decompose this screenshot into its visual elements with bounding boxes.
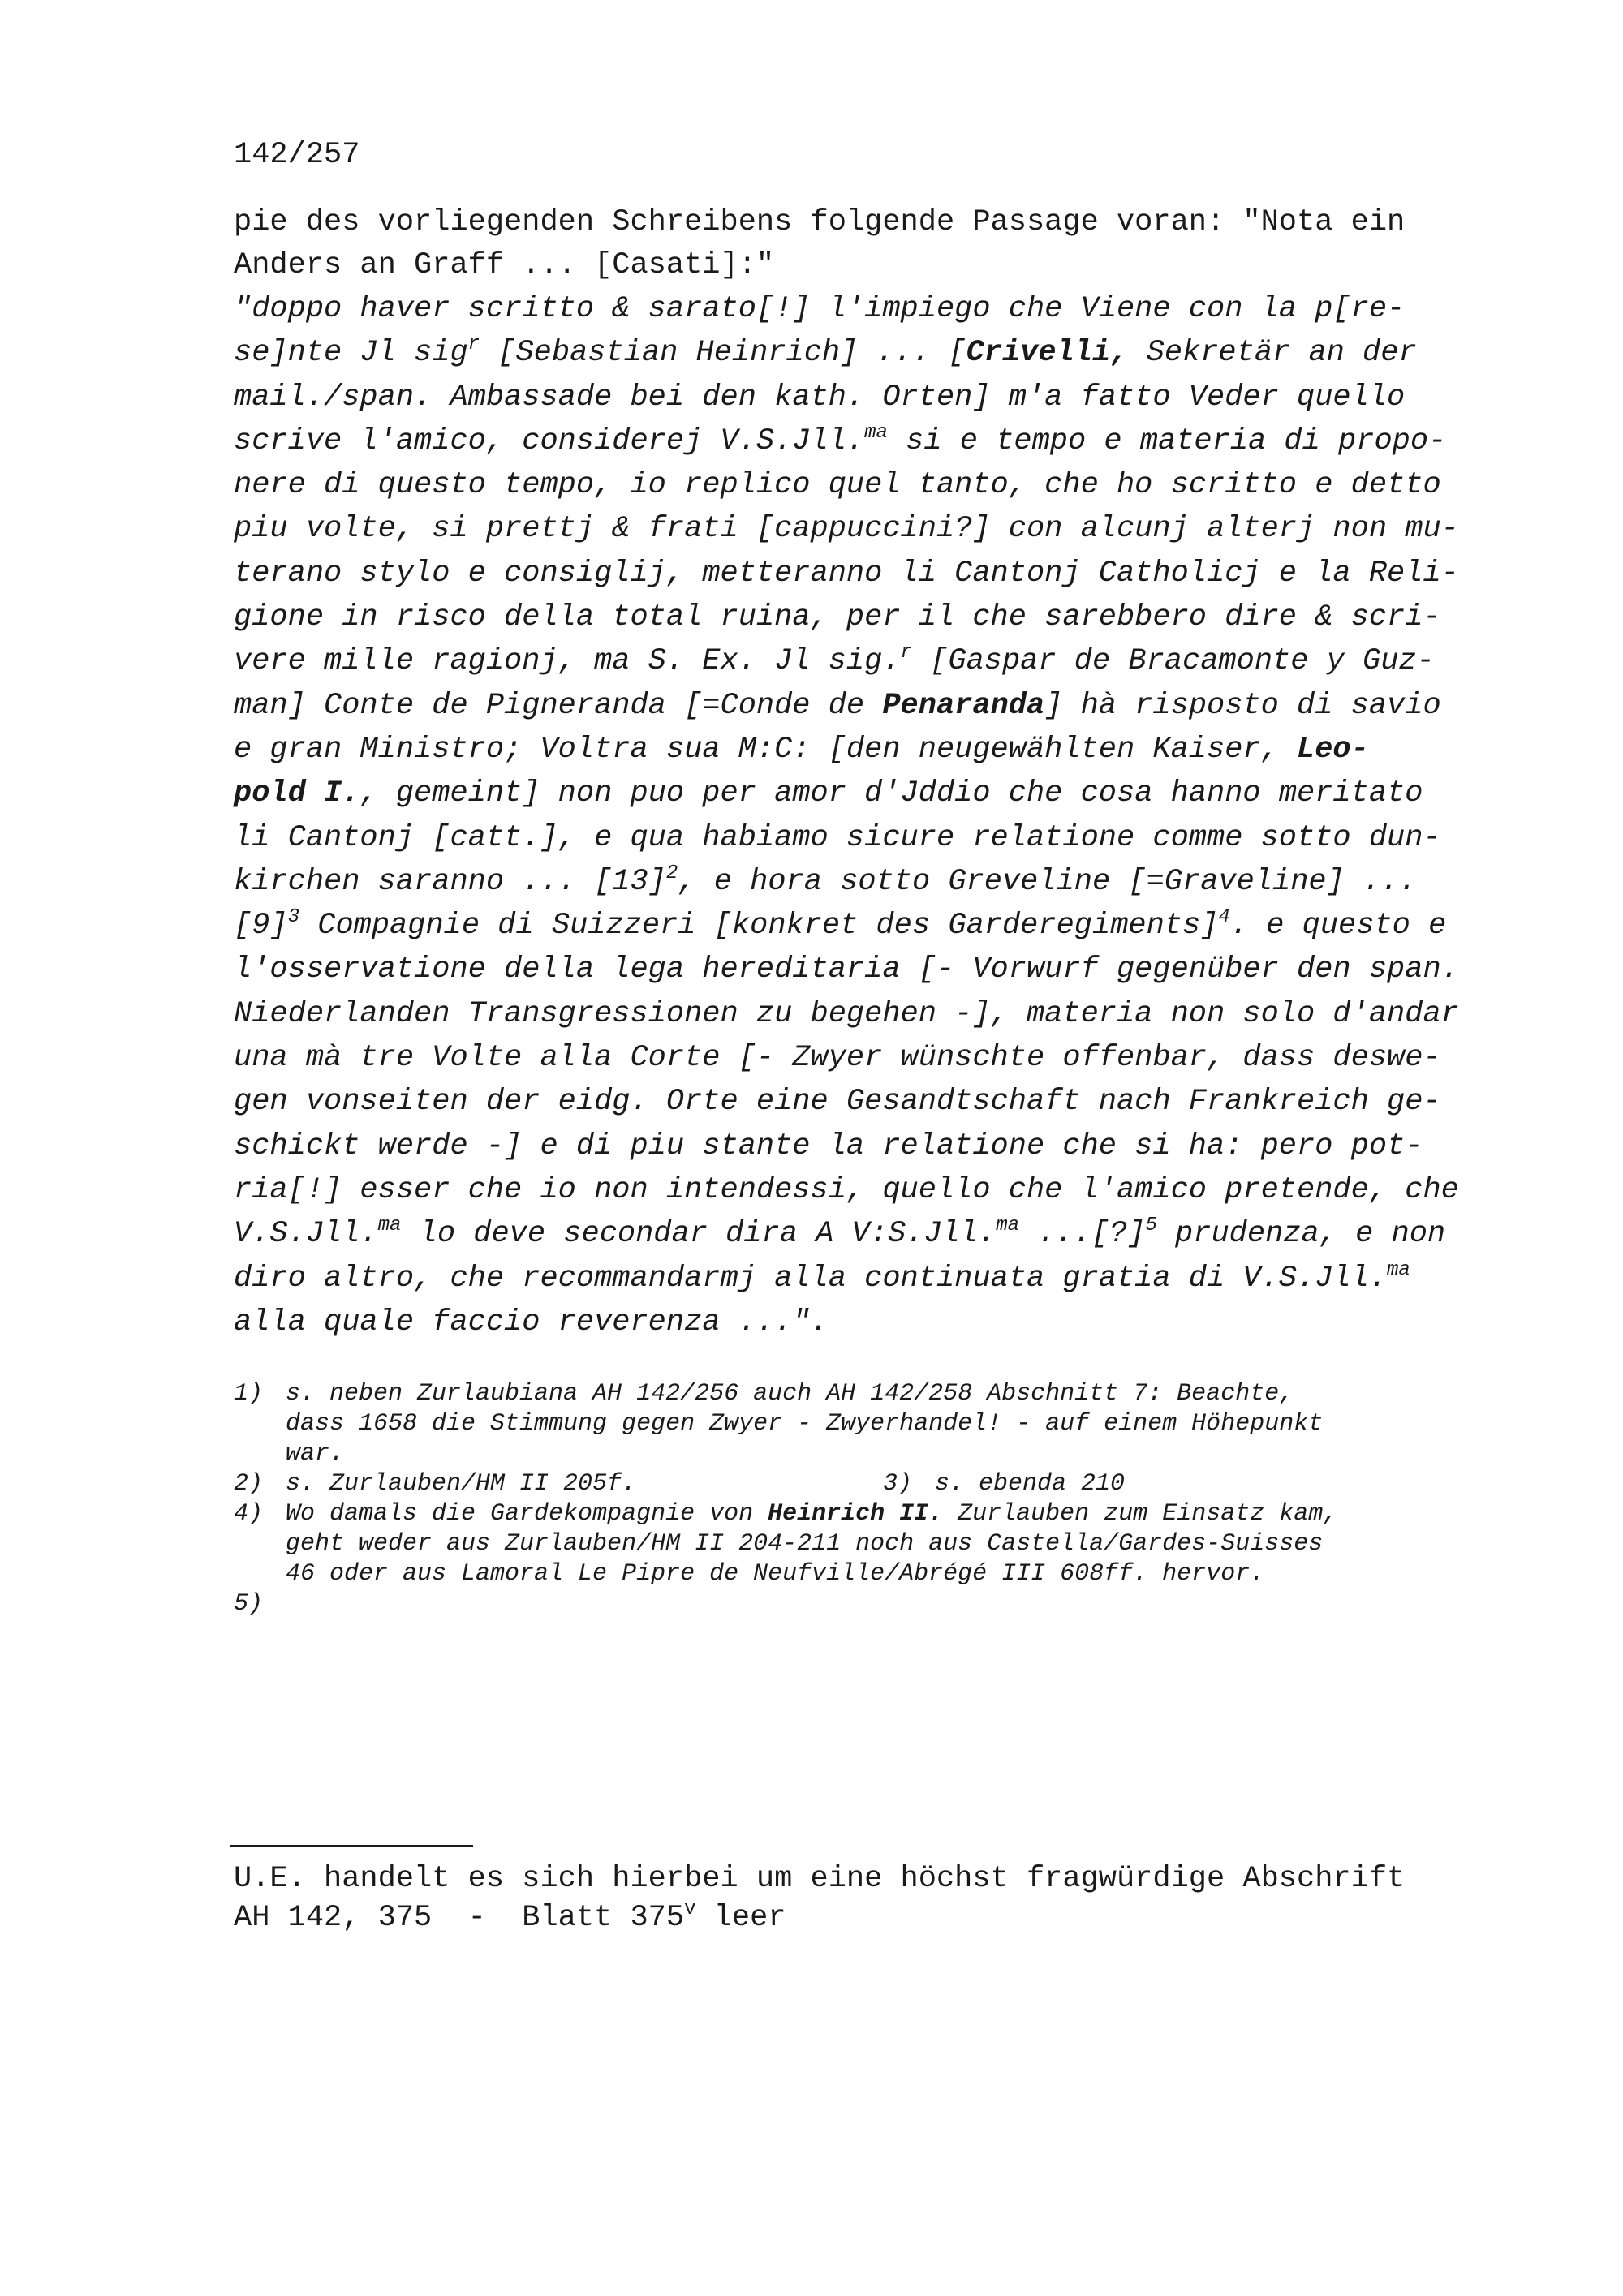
letter-line: ] hà risposto di savio: [1044, 688, 1441, 723]
page-number: 142/257: [234, 138, 360, 172]
footer-line: AH 142, 375 - Blatt 375: [234, 1901, 685, 1935]
footnote-number: 4): [234, 1500, 264, 1528]
letter-line: lo deve secondar dira A V:S.Jll.: [401, 1217, 997, 1252]
footnote-separator-rule: [230, 1845, 473, 1847]
letter-line: , gemeint] non puo per amor d'Jddio che cosa hanno meritato: [359, 776, 1423, 811]
footnote-5: [234, 1589, 1500, 1619]
footnote-number: 5): [234, 1590, 264, 1618]
letter-line: Compagnie di Suizzeri [konkret des Garderegiments]: [299, 909, 1219, 944]
letter-line: [Gaspar de Bracamonte y Guz-: [911, 644, 1435, 679]
footnote-line: 46 oder aus Lamoral Le Pipre de Neufville/Abrégé III 608ff. hervor.: [286, 1560, 1265, 1588]
letter-line: , e hora sotto Greveline [=Graveline] ...: [678, 864, 1417, 899]
letter-line: alla quale faccio reverenza ...".: [234, 1305, 829, 1339]
footnote-line: s. ebenda 210: [935, 1470, 1126, 1498]
letter-line: diro altro, che recommandarmj alla continuata gratia di V.S.Jll.: [234, 1261, 1388, 1296]
footer-line: U.E. handelt es sich hierbei um eine höchst fragwürdige Abschrift: [234, 1862, 1406, 1896]
footnote-line: dass 1658 die Stimmung gegen Zwyer - Zwyerhandel! - auf einem Höhepunkt: [286, 1410, 1324, 1438]
footnote-line: Zurlauben zum Einsatz kam,: [943, 1500, 1338, 1528]
footnote-ref: 3: [287, 906, 300, 929]
footnote-2-3: [234, 1469, 1500, 1499]
intro-line: Anders an Graff ... [Casati]:": [234, 248, 775, 282]
letter-line: si e tempo e materia di propo-: [887, 424, 1447, 458]
superscript: v: [684, 1898, 696, 1920]
letter-line: schickt werde -] e di piu stante la relatione che si ha: pero pot-: [234, 1129, 1423, 1163]
letter-line: man] Conte de Pigneranda [=Conde de: [234, 688, 883, 723]
letter-line: ria[!] esser che io non intendessi, quello che l'amico pretende, che: [234, 1172, 1459, 1207]
superscript: r: [467, 333, 480, 356]
letter-line: gen vonseiten der eidg. Orte eine Gesandtschaft nach Frankreich ge-: [234, 1085, 1441, 1120]
letter-line: gione in risco della total ruina, per il che sarebbero dire & scri-: [234, 600, 1441, 635]
footnote-line: war.: [286, 1440, 345, 1468]
superscript: ma: [377, 1215, 402, 1237]
footnote-number: 1): [234, 1380, 264, 1408]
intro-text: [234, 201, 1500, 287]
footer-line: leer: [695, 1901, 786, 1935]
footnote-ref: 5: [1145, 1215, 1157, 1237]
footnotes: [234, 1379, 1500, 1619]
bold-name: Heinrich II.: [768, 1500, 944, 1528]
letter-line: . e questo e: [1229, 909, 1447, 944]
footnote-line: Wo damals die Gardekompagnie von: [286, 1500, 768, 1528]
letter-line: vere mille ragionj, ma S. Ex. Jl sig.: [234, 644, 901, 679]
footnote-text: [286, 1379, 1323, 1469]
superscript: r: [900, 642, 912, 664]
letter-line: mail./span. Ambassade bei den kath. Orten] m'a fatto Veder quello: [234, 380, 1406, 415]
footnote-text: [286, 1499, 1337, 1589]
footnote-line: geht weder aus Zurlauben/HM II 204-211 noch aus Castella/Gardes-Suisses: [286, 1530, 1324, 1558]
intro-line: pie des vorliegenden Schreibens folgende Passage voran: "Nota ein: [234, 205, 1406, 239]
page-footer: [234, 1860, 1405, 1937]
footnote-line: s. neben Zurlaubiana AH 142/256 auch AH 142/258 Abschnitt 7: Beachte,: [286, 1380, 1294, 1408]
letter-line: li Cantonj [catt.], e qua habiamo sicure relatione comme sotto dun-: [234, 820, 1441, 855]
superscript: ma: [864, 421, 888, 444]
bold-name: Crivelli,: [966, 336, 1129, 371]
letter-line: [Sebastian Heinrich] ... [: [480, 336, 966, 371]
letter-line: kirchen saranno ... [13]: [234, 864, 666, 899]
letter-line: V.S.Jll.: [234, 1217, 378, 1252]
footnote-ref: 4: [1218, 906, 1230, 929]
letter-line: se]nte Jl sig: [234, 336, 468, 371]
footnote-text: [286, 1469, 1125, 1499]
letter-line: nere di questo tempo, io replico quel tanto, che ho scritto e detto: [234, 468, 1441, 503]
footnote-ref: 2: [665, 862, 678, 884]
letter-line: piu volte, si prettj & frati [cappuccini?] con alcunj alterj non mu-: [234, 512, 1459, 547]
letter-line: e gran Ministro; Voltra sua M:C: [den neugewählten Kaiser,: [234, 732, 1298, 767]
italian-letter-quote: [234, 287, 1500, 1344]
letter-line: "doppo haver scritto & sarato[!] l'impiego che Viene con la p[re-: [234, 292, 1406, 326]
letter-line: [9]: [234, 909, 288, 944]
bold-name: Penaranda: [882, 688, 1045, 723]
letter-line: Sekretär an der: [1128, 336, 1417, 371]
superscript: ma: [1387, 1258, 1410, 1281]
letter-line: prudenza, e non: [1156, 1217, 1446, 1252]
letter-line: Niederlanden Transgressionen zu begehen -], materia non solo d'andar: [234, 996, 1459, 1031]
letter-line: scrive l'amico, considerej V.S.Jll.: [234, 424, 865, 458]
superscript: ma: [996, 1215, 1019, 1237]
letter-line: ...[?]: [1019, 1217, 1146, 1252]
footnote-number: 2): [234, 1470, 264, 1498]
footnote-1: [234, 1379, 1500, 1469]
footnote-line: s. Zurlauben/HM II 205f.: [286, 1470, 637, 1498]
bold-name: pold I.: [234, 776, 360, 811]
bold-name: Leo-: [1297, 732, 1369, 767]
letter-line: l'osservatione della lega hereditaria [- Vorwurf gegenüber den span.: [234, 952, 1459, 987]
footnote-4: [234, 1499, 1500, 1589]
letter-line: terano stylo e consiglij, metteranno li Cantonj Catholicj e la Reli-: [234, 556, 1459, 591]
letter-line: una mà tre Volte alla Corte [- Zwyer wünschte offenbar, dass deswe-: [234, 1041, 1441, 1076]
footnote-number: 3): [883, 1470, 913, 1498]
